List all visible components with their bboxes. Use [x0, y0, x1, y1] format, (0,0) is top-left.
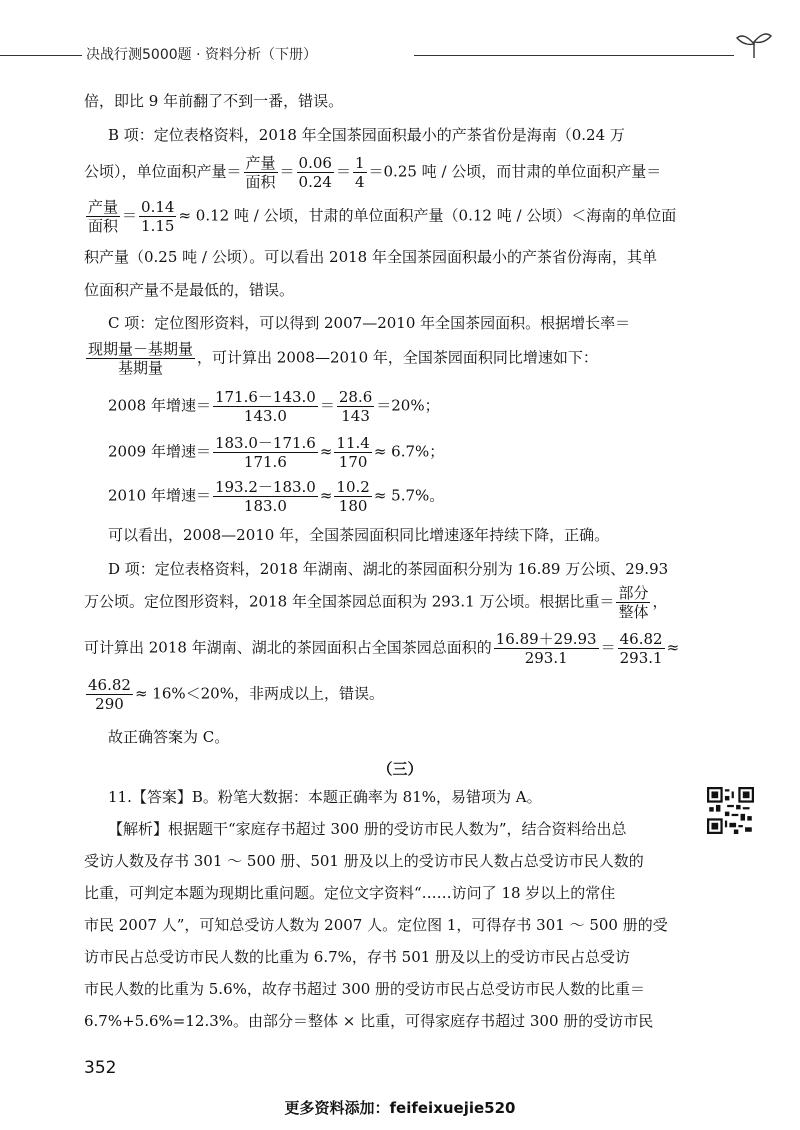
operator: ≈ — [319, 442, 333, 461]
text-line: 受访人数及存书 301 ～ 500 册、501 册及以上的受访市民人数占总受访市民人数的 — [84, 852, 644, 870]
fraction: $\frac{193.2-183.0}{183.0}$ — [214, 478, 316, 515]
formula-line — [84, 154, 680, 191]
fraction: $\frac{1}{4}$ — [354, 154, 365, 191]
text-line: 可以看出，2008—2010 年，全国茶园面积同比增速逐年持续下降，正确。 — [108, 526, 610, 544]
text-segment: 万公顷。定位图形资料，2018 年全国茶园总面积为 293.1 万公顷。根据比重＝ — [84, 592, 615, 611]
text-line: C 项：定位图形资料，可以得到 2007—2010 年全国茶园面积。根据增长率＝ — [108, 314, 631, 332]
fraction: $\frac{10.2}{180}$ — [336, 478, 370, 515]
section-heading: （三） — [377, 760, 423, 778]
formula-line — [108, 478, 680, 515]
fraction: $\frac{\text{现期量－基期量}}{\text{基期量}}$ — [88, 340, 194, 377]
header-rule-right — [414, 55, 734, 56]
question-answer: 11.【答案】B。粉笔大数据：本题正确率为 81%，易错项为 A。 — [108, 788, 542, 806]
fraction: $\frac{\text{产量}}{\text{面积}}$ — [245, 154, 276, 191]
answer-line: 故正确答案为 C。 — [108, 728, 230, 746]
text-segment: ＝20%； — [376, 396, 440, 415]
page-header — [0, 44, 800, 68]
text-segment: 2010 年增速＝ — [108, 486, 211, 505]
text-segment: 公顷），单位面积产量＝ — [84, 162, 242, 181]
qr-code-icon — [707, 787, 754, 834]
formula-line — [84, 630, 680, 667]
operator: ＝ — [600, 638, 616, 657]
text-line: 访市民占总受访市民人数的比重为 6.7%，存书 501 册及以上的受访市民占总受访 — [84, 948, 631, 966]
operator: ＝ — [319, 396, 335, 415]
text-segment: 2008 年增速＝ — [108, 396, 211, 415]
text-segment: ≈ 6.7%； — [373, 442, 445, 461]
operator: ≈ — [319, 486, 333, 505]
text-line: 6.7%+5.6%=12.3%。由部分＝整体 × 比重，可得家庭存书超过 300 册的受访市民 — [84, 1012, 654, 1030]
formula-line — [108, 388, 680, 425]
fraction: $\frac{183.0-171.6}{171.6}$ — [214, 434, 316, 471]
fraction: $\frac{16.89+29.93}{293.1}$ — [495, 630, 597, 667]
text-line: 位面积产量不是最低的，错误。 — [84, 281, 295, 299]
fraction: $\frac{\text{产量}}{\text{面积}}$ — [88, 198, 119, 235]
text-segment: ≈ 5.7%。 — [373, 486, 445, 505]
text-line: 比重，可判定本题为现期比重问题。定位文字资料“……访问了 18 岁以上的常住 — [84, 884, 616, 902]
formula-line — [84, 584, 680, 621]
text-line: 倍，即比 9 年前翻了不到一番，错误。 — [84, 92, 344, 110]
text-segment: 可计算出 2018 年湖南、湖北的茶园面积占全国茶园总面积的 — [84, 638, 492, 657]
sprout-icon — [734, 30, 774, 60]
operator: ＝ — [122, 206, 138, 225]
operator: ＝ — [335, 162, 351, 181]
footer-label: 更多资料添加： — [284, 1099, 390, 1117]
text-line: 市民 2007 人”，可知总受访人数为 2007 人。定位图 1，可得存书 301 ～ 500 册的受 — [84, 916, 668, 934]
formula-line — [84, 340, 680, 377]
text-line: B 项：定位表格资料，2018 年全国茶园面积最小的产茶省份是海南（0.24 万 — [108, 126, 625, 144]
text-segment: ≈ 16%＜20%，非两成以上，错误。 — [134, 684, 384, 703]
text-segment: ， — [652, 592, 668, 611]
formula-line — [108, 434, 680, 471]
text-segment: ≈ 0.12 吨 / 公顷，甘肃的单位面积产量（0.12 吨 / 公顷）＜海南的单位面 — [178, 206, 677, 225]
page-number: 352 — [84, 1058, 117, 1078]
text-segment: ＝0.25 吨 / 公顷，而甘肃的单位面积产量＝ — [368, 162, 662, 181]
fraction: $\frac{0.06}{0.24}$ — [298, 154, 332, 191]
formula-line — [84, 198, 680, 235]
text-line: 积产量（0.25 吨 / 公顷）。可以看出 2018 年全国茶园面积最小的产茶省份海南，其单 — [84, 248, 657, 266]
operator: ＝ — [279, 162, 295, 181]
formula-line — [84, 676, 680, 713]
fraction: $\frac{\text{部分}}{\text{整体}}$ — [618, 584, 649, 621]
fraction: $\frac{46.82}{290}$ — [88, 676, 131, 713]
fraction: $\frac{46.82}{293.1}$ — [619, 630, 663, 667]
header-title: 决战行测5000题 · 资料分析（下册） — [86, 47, 317, 63]
footer-note — [0, 1097, 800, 1118]
text-line: D 项：定位表格资料，2018 年湖南、湖北的茶园面积分别为 16.89 万公顷、29.93 — [108, 560, 669, 578]
text-line: 【解析】根据题干“家庭存书超过 300 册的受访市民人数为”，结合资料给出总 — [108, 820, 627, 838]
fraction: $\frac{171.6-143.0}{143.0}$ — [214, 388, 316, 425]
text-segment: ≈ — [666, 638, 680, 657]
footer-contact: feifeixuejie520 — [389, 1099, 516, 1117]
fraction: $\frac{0.14}{1.15}$ — [141, 198, 175, 235]
fraction: $\frac{28.6}{143}$ — [338, 388, 373, 425]
fraction: $\frac{11.4}{170}$ — [336, 434, 370, 471]
text-line: 市民人数的比重为 5.6%，故存书超过 300 册的受访市民占总受访市民人数的比重＝ — [84, 980, 646, 998]
header-rule-left — [0, 55, 82, 56]
text-segment: ，可计算出 2008—2010 年，全国茶园面积同比增速如下： — [197, 348, 598, 367]
text-segment: 2009 年增速＝ — [108, 442, 211, 461]
